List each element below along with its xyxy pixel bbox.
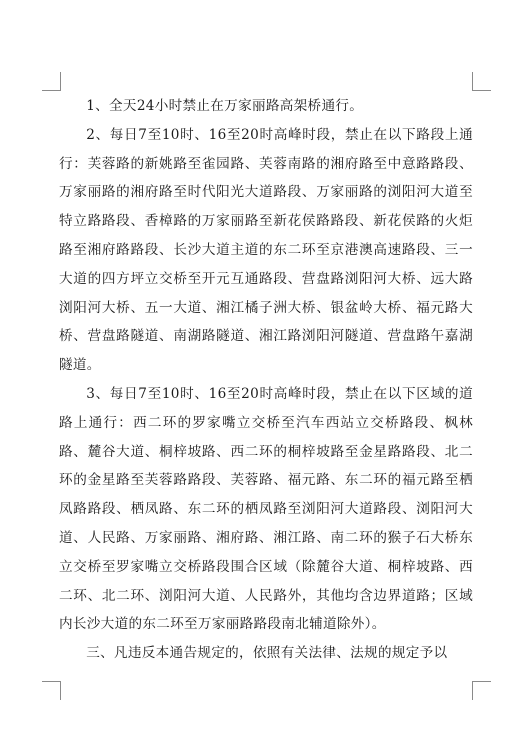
paragraph-section-3: 三、凡违反本通告规定的，依照有关法律、法规的规定予以 (86, 645, 448, 662)
bottom-right-margin-mark (472, 681, 491, 700)
bottom-left-margin-mark (42, 681, 61, 700)
top-right-margin-mark (472, 72, 491, 91)
paragraph-rule-3: 3、每日7至10时、16至20时高峰时段，禁止在以下区域的道路上通行：西二环的罗家嘴立交桥至汽车西站立交桥路段、枫林路、麓谷大道、桐梓坡路、西二环的桐梓坡路至金星路路段、北二环的金星路至芙蓉路路段、芙蓉路、福元路、东二环的福元路至栖凤路路段、栖凤路、东二环的栖凤路至浏阳河大道路段、浏阳河大道、人民路、万家丽路、湘府路、湘江路、南二环的猴子石大桥东立交桥至罗家嘴立交桥路段围合区域（除麓谷大道、桐梓坡路、西二环、北二环、浏阳河大道、人民路外，其他均含边界道路；区域内长沙大道的东二环至万家丽路路段南北辅道除外）。 (59, 385, 473, 633)
top-left-margin-mark (42, 72, 61, 91)
paragraph-rule-2: 2、每日7至10时、16至20时高峰时段，禁止在以下路段上通行：芙蓉路的新姚路至雀园路、芙蓉南路的湘府路至中意路路段、万家丽路的湘府路至时代阳光大道路段、万家丽路的浏阳河大道至特立路路段、香樟路的万家丽路至新花侯路路段、新花侯路的火炬路至湘府路路段、长沙大道主道的东二环至京港澳高速路段、三一大道的四方坪立交桥至开元互通路段、营盘路浏阳河大桥、远大路浏阳河大桥、五一大道、湘江橘子洲大桥、银盆岭大桥、福元路大桥、营盘路隧道、南湖路隧道、湘江路浏阳河隧道、营盘路午嘉湖隧道。 (59, 126, 473, 374)
paragraph-rule-1: 1、全天24小时禁止在万家丽路高架桥通行。 (86, 98, 364, 114)
document-body (59, 92, 473, 668)
